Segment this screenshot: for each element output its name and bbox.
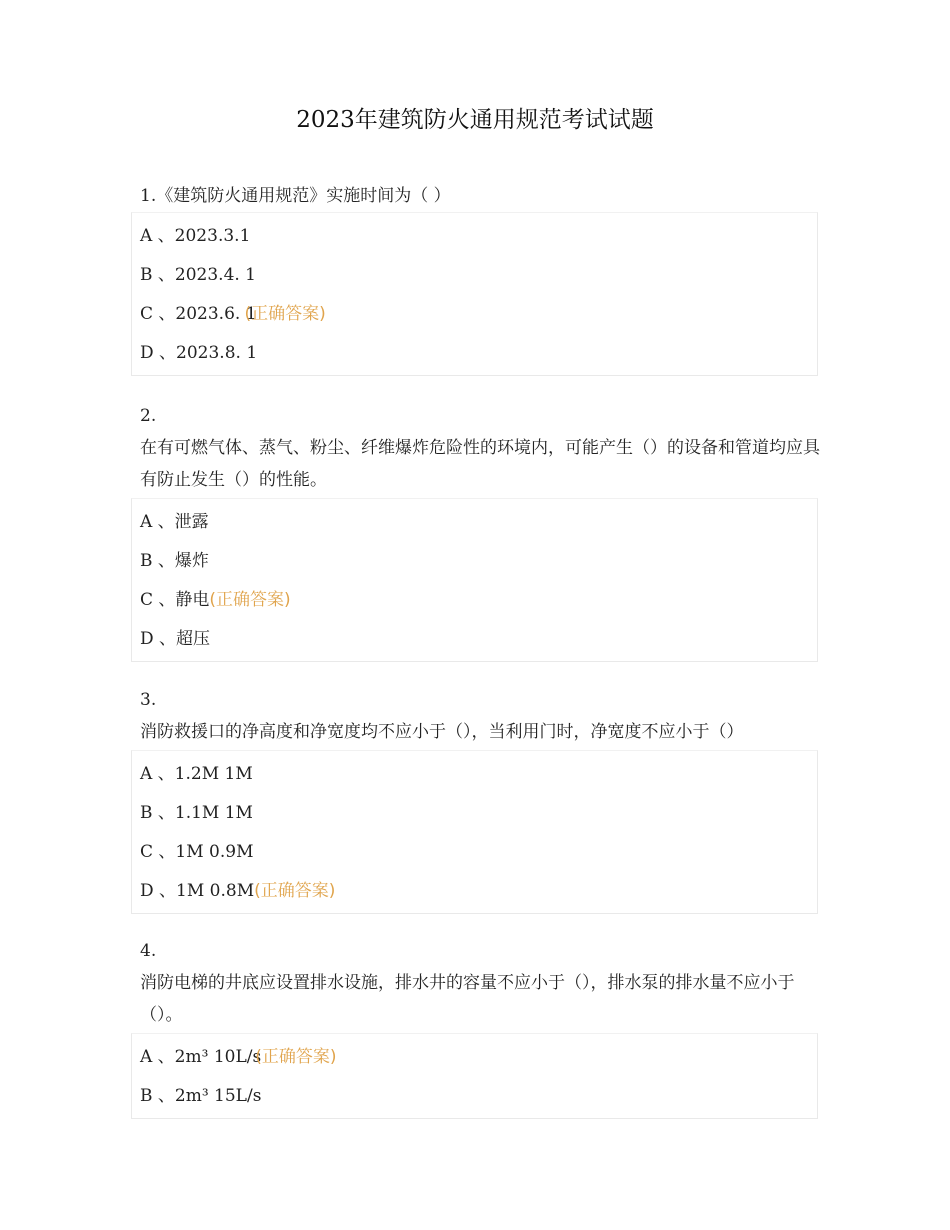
option-label: A 、2023.3.1	[140, 226, 251, 246]
question-number: 2.	[140, 406, 157, 426]
option-a[interactable]	[140, 755, 809, 794]
question-text: 消防救援口的净高度和净宽度均不应小于（），当利用门时，净宽度不应小于（）	[140, 722, 744, 742]
option-label: D 、超压	[140, 629, 211, 649]
option-d[interactable]	[140, 620, 809, 659]
option-label: C 、2023.6. 1	[140, 304, 257, 324]
option-a[interactable]	[140, 1038, 809, 1077]
question-text: 消防电梯的井底应设置排水设施，排水井的容量不应小于（），排水泵的排水量不应小于（）。	[140, 973, 795, 1025]
option-label: A 、泄露	[140, 512, 209, 532]
option-c[interactable]	[140, 833, 809, 872]
correct-answer-mark: (正确答案)	[209, 590, 291, 610]
question-1	[140, 180, 820, 376]
option-label: C 、1M 0.9M	[140, 842, 254, 862]
correct-answer-mark: (正确答案)	[244, 304, 326, 324]
options-box	[131, 212, 818, 376]
option-b[interactable]	[140, 1077, 809, 1116]
option-label: B 、1.1M 1M	[140, 803, 253, 823]
correct-answer-mark: (正确答案)	[254, 881, 336, 901]
option-d[interactable]	[140, 872, 809, 911]
question-4	[140, 935, 820, 1119]
option-label: C 、静电	[140, 590, 210, 610]
option-label: B 、爆炸	[140, 551, 209, 571]
option-label: D 、1M 0.8M	[140, 881, 255, 901]
correct-answer-mark: (正确答案)	[255, 1047, 337, 1067]
option-a[interactable]	[140, 217, 809, 256]
option-label: B 、2023.4. 1	[140, 265, 257, 285]
question-number: 4.	[140, 941, 157, 961]
question-2	[140, 400, 820, 662]
option-label: B 、2m³ 15L/s	[140, 1086, 262, 1106]
option-c[interactable]	[140, 581, 809, 620]
document-title: 2023年建筑防火通用规范考试试题	[296, 107, 654, 133]
option-label: A 、2m³ 10L/s	[140, 1047, 262, 1067]
option-label: D 、2023.8. 1	[140, 343, 258, 363]
question-number: 1.《建筑防火通用规范》实施时间为（ ）	[140, 186, 451, 206]
question-number: 3.	[140, 690, 157, 710]
option-b[interactable]	[140, 542, 809, 581]
option-label: A 、1.2M 1M	[140, 764, 253, 784]
option-d[interactable]	[140, 334, 809, 373]
option-b[interactable]	[140, 794, 809, 833]
options-box	[131, 498, 818, 662]
option-b[interactable]	[140, 256, 809, 295]
option-a[interactable]	[140, 503, 809, 542]
options-box	[131, 750, 818, 914]
options-box	[131, 1033, 818, 1119]
question-text: 在有可燃气体、蒸气、粉尘、纤维爆炸危险性的环境内，可能产生（）的设备和管道均应具有防止发生（）的性能。	[140, 438, 820, 490]
option-c[interactable]	[140, 295, 809, 334]
question-3	[140, 684, 820, 914]
